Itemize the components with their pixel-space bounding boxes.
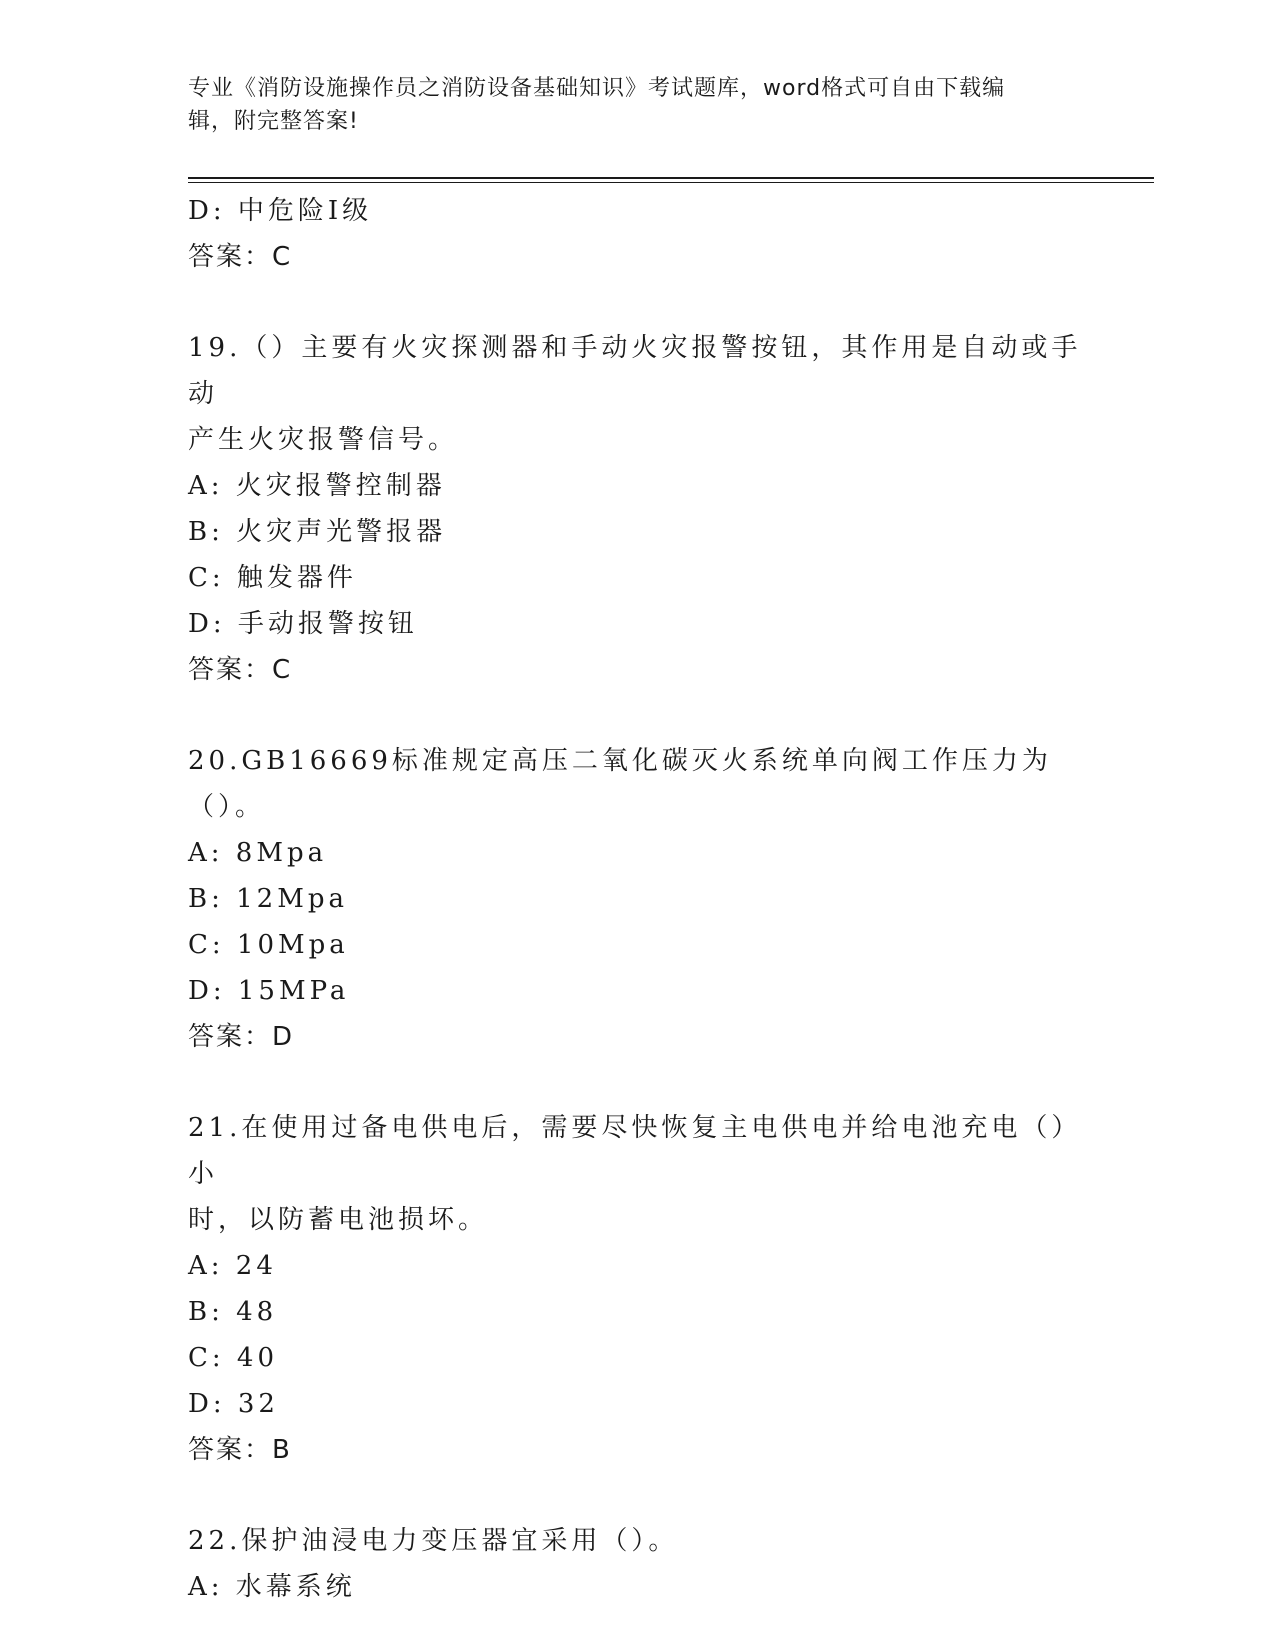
option-d: D: 32 [188, 1389, 279, 1419]
header-line-1: 专业《消防设施操作员之消防设备基础知识》考试题库，word格式可自由下载编 [188, 76, 1006, 101]
document-header [188, 72, 1088, 138]
answer-line: 答案：D [188, 1022, 295, 1052]
header-rule-thin [188, 182, 1154, 183]
option-c: C: 10Mpa [188, 930, 349, 960]
header-rule-thick [188, 177, 1154, 179]
header-line-2: 辑，附完整答案! [188, 109, 359, 134]
option-d: D: 中危险Ⅰ级 [188, 196, 373, 226]
answer-line: 答案：C [188, 655, 293, 685]
answer-line: 答案：C [188, 242, 293, 272]
question-stem-line-1: 21.在使用过备电供电后，需要尽快恢复主电供电并给电池充电（）小 [188, 1113, 1082, 1189]
question-20 [188, 738, 1088, 1060]
option-a: A: 火灾报警控制器 [188, 471, 446, 501]
option-b: B: 48 [188, 1297, 278, 1327]
question-stem-line-1: 20.GB16669标准规定高压二氧化碳灭火系统单向阀工作压力为（）。 [188, 746, 1052, 822]
option-a: A: 24 [188, 1251, 277, 1281]
question-stem-line-1: 22.保护油浸电力变压器宜采用（）。 [188, 1526, 679, 1556]
spacer [188, 280, 1088, 325]
spacer [188, 1060, 1088, 1105]
question-19 [188, 325, 1088, 693]
option-d: D: 15MPa [188, 976, 350, 1006]
option-a: A: 8Mpa [188, 838, 328, 868]
option-b: B: 火灾声光警报器 [188, 517, 447, 547]
option-b: B: 12Mpa [188, 884, 348, 914]
spacer [188, 693, 1088, 738]
answer-line: 答案：B [188, 1435, 292, 1465]
spacer [188, 1473, 1088, 1518]
question-22 [188, 1518, 1088, 1610]
question-list [188, 188, 1088, 1610]
option-c: C: 触发器件 [188, 563, 357, 593]
question-stem-line-2: 时，以防蓄电池损坏。 [188, 1205, 489, 1235]
option-a: A: 水幕系统 [188, 1572, 356, 1602]
option-d: D: 手动报警按钮 [188, 609, 418, 639]
question-stem-line-1: 19.（）主要有火灾探测器和手动火灾报警按钮，其作用是自动或手动 [188, 333, 1082, 409]
question-stem-line-2: 产生火灾报警信号。 [188, 425, 459, 455]
question-21 [188, 1105, 1088, 1473]
option-c: C: 40 [188, 1343, 279, 1373]
question-18-tail [188, 188, 1088, 280]
